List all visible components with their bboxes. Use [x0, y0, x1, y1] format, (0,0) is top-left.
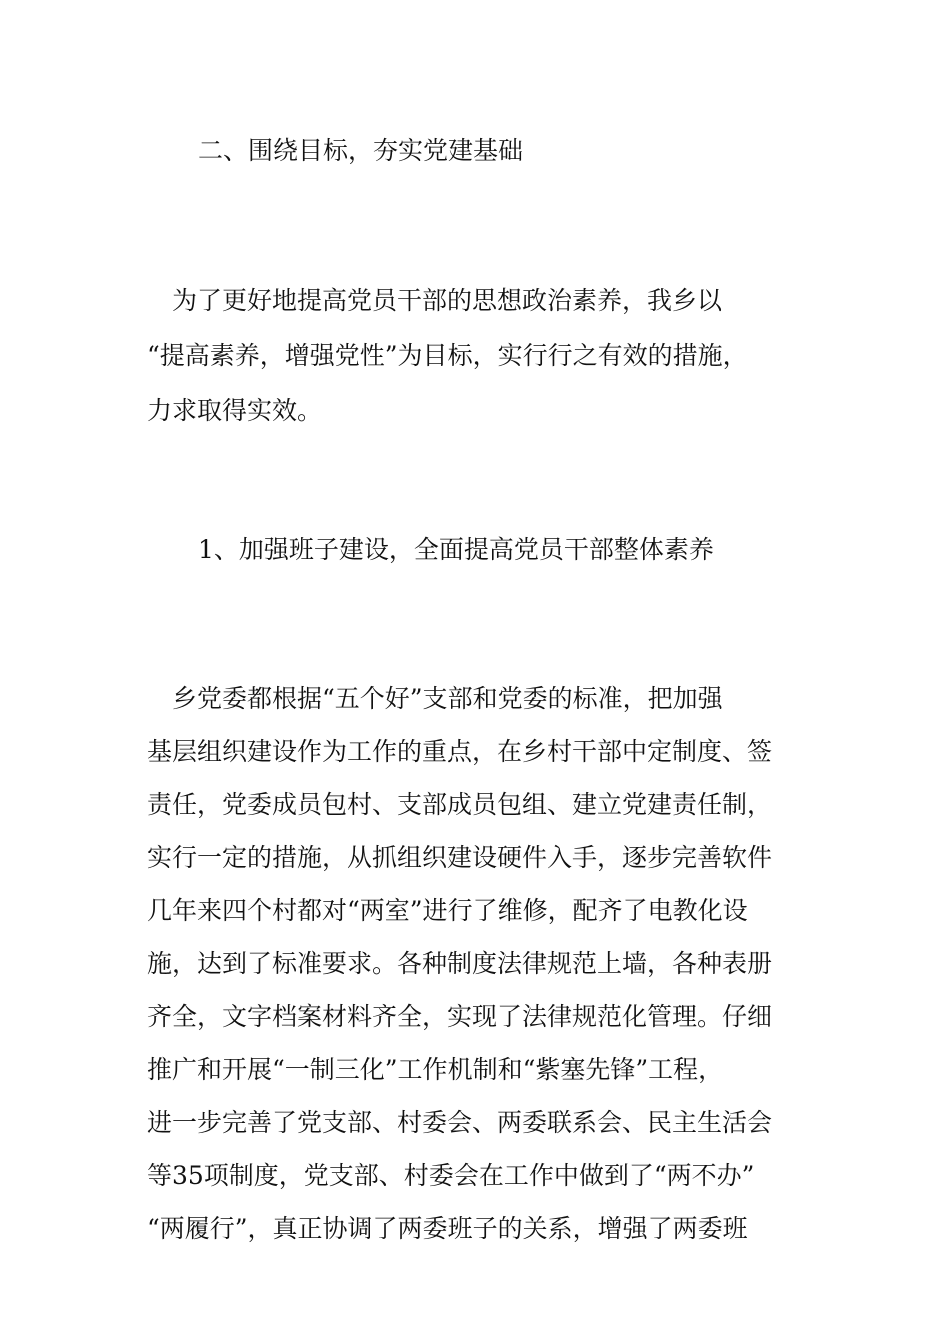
paragraph-line: 为了更好地提高党员干部的思想政治素养，我乡以 [147, 286, 723, 315]
paragraph-line: 几年来四个村都对“两室”进行了维修，配齐了电教化设 [147, 896, 748, 925]
paragraph-line: 推广和开展“一制三化”工作机制和“紫塞先锋”工程， [147, 1055, 724, 1084]
paragraph-body [147, 681, 817, 1264]
paragraph-line: 施，达到了标准要求。各种制度法律规范上墙，各种表册 [147, 949, 773, 978]
paragraph-line: 乡党委都根据“五个好”支部和党委的标准，把加强 [147, 684, 723, 713]
paragraph-line: 齐全，文字档案材料齐全，实现了法律规范化管理。仔细 [147, 1002, 773, 1031]
paragraph-line: 等35项制度，党支部、村委会在工作中做到了“两不办” [147, 1161, 755, 1190]
paragraph-line: 实行一定的措施，从抓组织建设硬件入手，逐步完善软件 [147, 843, 773, 872]
subsection-heading: 1、加强班子建设，全面提高党员干部整体素养 [198, 535, 714, 564]
paragraph-intro [147, 283, 817, 448]
paragraph-line: “提高素养，增强党性”为目标，实行行之有效的措施， [147, 341, 748, 370]
paragraph-line: “两履行”，真正协调了两委班子的关系，增强了两委班 [147, 1214, 748, 1243]
paragraph-line: 责任，党委成员包村、支部成员包组、建立党建责任制， [147, 790, 773, 819]
paragraph-line: 基层组织建设作为工作的重点，在乡村干部中定制度、签 [147, 737, 773, 766]
paragraph-line: 进一步完善了党支部、村委会、两委联系会、民主生活会 [147, 1108, 773, 1137]
section-heading: 二、围绕目标，夯实党建基础 [198, 136, 524, 165]
paragraph-line: 力求取得实效。 [147, 396, 323, 425]
